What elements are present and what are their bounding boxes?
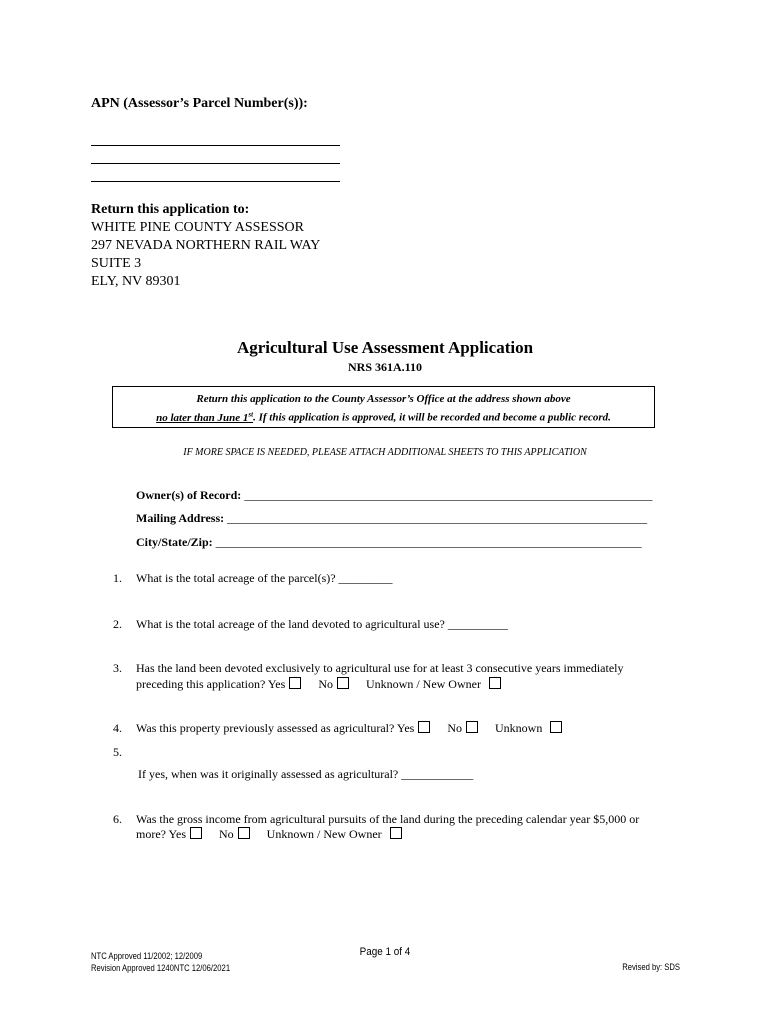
apn-line-3[interactable] bbox=[91, 181, 340, 182]
apn-label: APN (Assessor’s Parcel Number(s)): bbox=[91, 96, 308, 111]
question-3-number: 3. bbox=[113, 661, 122, 675]
question-3-line-1: Has the land been devoted exclusively to agricultural use for at least 3 consecutive years immediately bbox=[136, 661, 624, 675]
q3-unknown-checkbox[interactable] bbox=[489, 677, 501, 689]
question-4: Was this property previously assessed as agricultural? Yes No Unknown bbox=[136, 720, 562, 736]
q3-no-checkbox[interactable] bbox=[337, 677, 349, 689]
footer-approved: NTC Approved 11/2002; 12/2009 bbox=[91, 951, 203, 961]
return-line-2: 297 NEVADA NORTHERN RAIL WAY bbox=[91, 238, 321, 253]
question-1[interactable]: What is the total acreage of the parcel(s)? _________ bbox=[136, 571, 393, 585]
question-1-number: 1. bbox=[113, 571, 122, 585]
question-2-number: 2. bbox=[113, 617, 122, 631]
return-line-3: SUITE 3 bbox=[91, 256, 142, 271]
question-6-line-1: Was the gross income from agricultural pursuits of the land during the preceding calendar year $5,000 or bbox=[136, 812, 640, 826]
return-address bbox=[91, 201, 320, 291]
page-number: Page 1 of 4 bbox=[359, 946, 411, 958]
question-5-number: 5. bbox=[113, 745, 122, 759]
more-space-note: IF MORE SPACE IS NEEDED, PLEASE ATTACH ADDITIONAL SHEETS TO THIS APPLICATION bbox=[183, 447, 587, 458]
question-2[interactable]: What is the total acreage of the land devoted to agricultural use? __________ bbox=[136, 617, 508, 631]
notice-line-1: Return this application to the County Assessor’s Office at the address shown above bbox=[196, 393, 571, 405]
footer-revision: Revision Approved 1240NTC 12/06/2021 bbox=[91, 963, 231, 973]
city-state-zip-field[interactable]: City/State/Zip: _______________________________________________________________________ bbox=[136, 535, 642, 549]
page-title: Agricultural Use Assessment Application bbox=[236, 338, 534, 357]
q6-unknown-checkbox[interactable] bbox=[390, 827, 402, 839]
q4-no-checkbox[interactable] bbox=[466, 721, 478, 733]
q6-yes-checkbox[interactable] bbox=[190, 827, 202, 839]
return-line-4: ELY, NV 89301 bbox=[91, 274, 181, 289]
q4-yes-checkbox[interactable] bbox=[418, 721, 430, 733]
apn-line-2[interactable] bbox=[91, 163, 340, 164]
q4-unknown-checkbox[interactable] bbox=[550, 721, 562, 733]
question-6-line-2: more? Yes No Unknown / New Owner bbox=[136, 826, 402, 842]
notice-deadline: no later than June 1st bbox=[156, 410, 254, 424]
return-line-1: WHITE PINE COUNTY ASSESSOR bbox=[91, 220, 304, 235]
notice-line-2: no later than June 1st. If this application is approved, it will be recorded and become a public record. bbox=[156, 410, 611, 424]
q3-yes-checkbox[interactable] bbox=[289, 677, 301, 689]
notice-box bbox=[112, 386, 655, 428]
return-heading: Return this application to: bbox=[91, 202, 250, 217]
apn-line-1[interactable] bbox=[91, 145, 340, 146]
question-6-number: 6. bbox=[113, 812, 122, 826]
question-4-number: 4. bbox=[113, 721, 122, 735]
question-3-line-2: preceding this application? Yes No Unknown / New Owner bbox=[136, 676, 501, 692]
statute-reference: NRS 361A.110 bbox=[347, 360, 422, 374]
q6-no-checkbox[interactable] bbox=[238, 827, 250, 839]
mailing-address-field[interactable]: Mailing Address: ______________________________________________________________________ bbox=[136, 511, 648, 525]
revised-by: Revised by: SDS bbox=[622, 962, 680, 972]
question-5[interactable]: If yes, when was it originally assessed as agricultural? ____________ bbox=[138, 767, 474, 781]
owner-of-record-field[interactable]: Owner(s) of Record: ____________________________________________________________________ bbox=[136, 488, 653, 502]
